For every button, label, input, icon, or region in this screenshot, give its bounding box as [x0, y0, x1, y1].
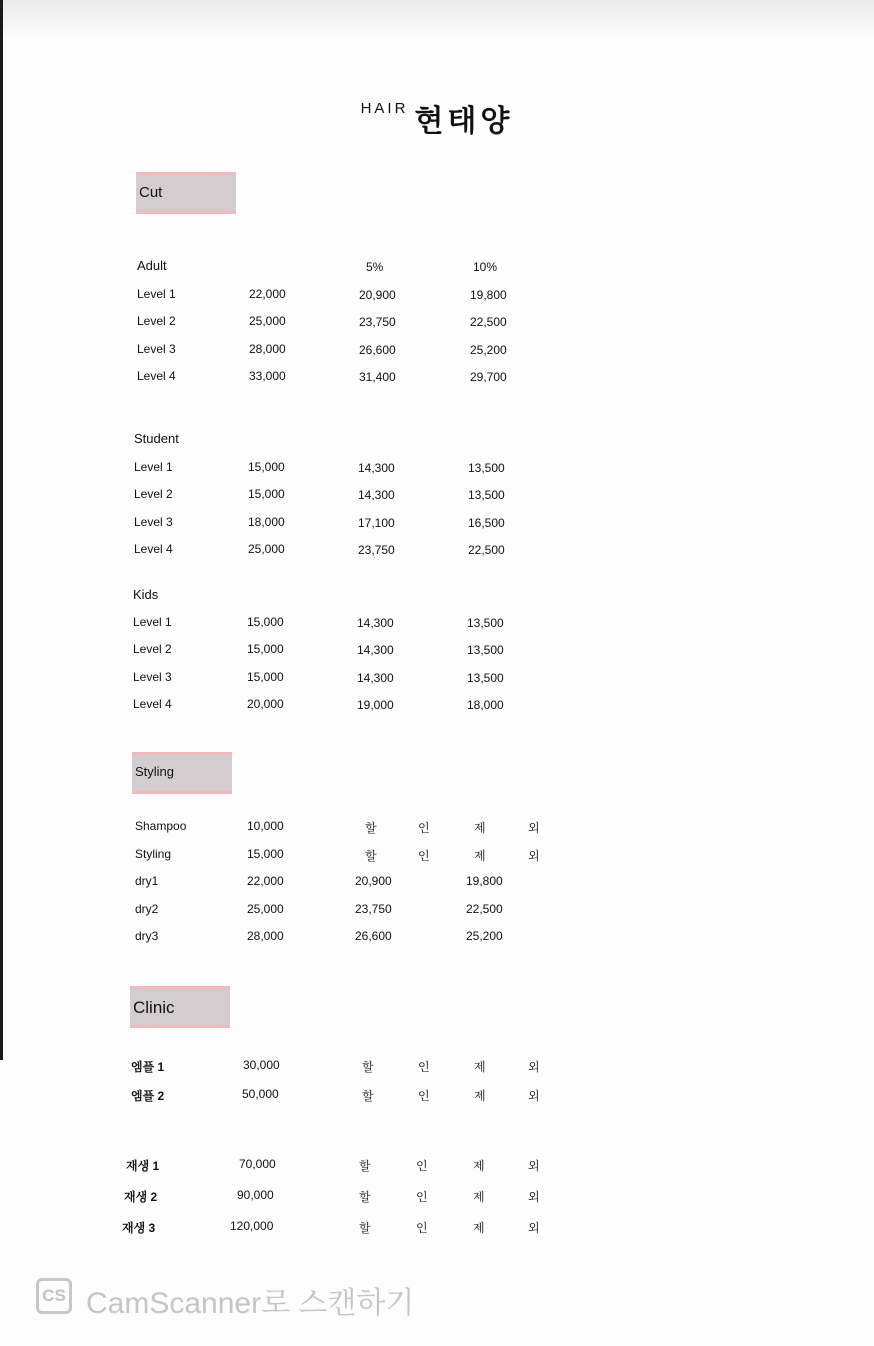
styling-row-3-col-0: dry2 — [135, 901, 159, 916]
styling-row-0-col-2: 할 — [365, 821, 377, 835]
clinic-row-1-col-2: 할 — [362, 1089, 374, 1103]
adult-price-5pct: 23,750 — [359, 315, 396, 330]
clinic-row-3-col-4: 제 — [473, 1190, 485, 1204]
styling-row-1-col-1: 15,000 — [247, 846, 284, 861]
styling-row-4-col-1: 28,000 — [247, 929, 284, 943]
clinic-row-3-col-3: 인 — [416, 1190, 428, 1204]
styling-row-0-col-3: 인 — [418, 821, 430, 835]
kids-base-price: 20,000 — [247, 696, 284, 711]
clinic-row-2-col-2: 할 — [359, 1159, 371, 1173]
clinic-row-4-col-2: 할 — [359, 1221, 371, 1235]
student-base-price: 18,000 — [248, 514, 285, 529]
student-level-label: Level 3 — [134, 514, 173, 529]
clinic-row-3-col-0: 재생 2 — [124, 1190, 158, 1204]
styling-row-4-col-2: 26,600 — [355, 929, 392, 943]
styling-row-4-col-4: 25,200 — [466, 929, 503, 943]
clinic-row-0-col-0: 엠플 1 — [131, 1060, 165, 1074]
styling-row-0-col-4: 제 — [474, 821, 486, 835]
student-base-price: 15,000 — [248, 460, 285, 474]
group-label-student: Student — [134, 431, 179, 446]
styling-row-2-col-0: dry1 — [135, 874, 159, 888]
student-level-label: Level 2 — [134, 487, 173, 502]
clinic-row-3-col-1: 90,000 — [237, 1188, 274, 1202]
adult-price-5pct: 31,400 — [359, 369, 396, 384]
clinic-row-0-col-3: 인 — [418, 1060, 430, 1074]
camscanner-watermark: CamScanner로 스캔하기 — [86, 1287, 415, 1320]
clinic-row-4-col-5: 외 — [528, 1221, 540, 1235]
adult-price-5pct: 20,900 — [359, 288, 396, 302]
scan-left-edge — [0, 0, 3, 1060]
student-price-5pct: 17,100 — [358, 515, 395, 530]
adult-price-5pct: 26,600 — [359, 342, 396, 357]
clinic-row-3-col-5: 외 — [528, 1190, 540, 1204]
group-label-kids: Kids — [133, 587, 159, 602]
kids-price-10pct: 13,500 — [467, 643, 504, 658]
adult-price-10pct: 25,200 — [470, 342, 507, 357]
clinic-row-3-col-2: 할 — [359, 1190, 371, 1204]
student-level-label: Level 1 — [134, 460, 173, 474]
student-base-price: 25,000 — [248, 541, 285, 556]
camscanner-logo: CS — [36, 1278, 72, 1314]
kids-base-price: 15,000 — [247, 642, 284, 657]
student-level-label: Level 4 — [134, 541, 173, 556]
styling-row-3-col-4: 22,500 — [466, 901, 503, 916]
styling-row-1-col-2: 할 — [365, 848, 377, 863]
styling-row-4-col-0: dry3 — [135, 929, 159, 943]
adult-level-label: Level 2 — [137, 314, 176, 329]
clinic-row-2-col-4: 제 — [473, 1159, 485, 1173]
kids-price-5pct: 14,300 — [357, 670, 394, 685]
kids-level-label: Level 1 — [133, 615, 172, 629]
adult-level-label: Level 3 — [137, 341, 176, 356]
adult-base-price: 28,000 — [249, 341, 286, 356]
styling-row-0-col-5: 외 — [528, 821, 540, 835]
adult-base-price: 22,000 — [249, 287, 286, 301]
clinic-row-2-col-0: 재생 1 — [126, 1159, 160, 1173]
student-price-5pct: 14,300 — [358, 488, 395, 503]
adult-level-label: Level 1 — [137, 287, 176, 301]
section-clinic-label: Clinic — [130, 986, 230, 1028]
styling-row-0-col-1: 10,000 — [247, 819, 284, 833]
styling-row-1-col-3: 인 — [418, 848, 430, 863]
styling-row-0-col-0: Shampoo — [135, 819, 187, 833]
kids-base-price: 15,000 — [247, 615, 284, 629]
student-price-10pct: 16,500 — [468, 515, 505, 530]
styling-row-1-col-0: Styling — [135, 846, 172, 861]
styling-row-2-col-4: 19,800 — [466, 874, 503, 888]
clinic-row-0-col-4: 제 — [474, 1060, 486, 1074]
kids-price-5pct: 14,300 — [357, 643, 394, 658]
adult-base-price: 25,000 — [249, 314, 286, 329]
discount-5-header: 5% — [366, 260, 384, 274]
clinic-row-2-col-3: 인 — [416, 1159, 428, 1173]
styling-row-1-col-4: 제 — [474, 848, 486, 863]
title-name: 현태양 — [414, 105, 514, 138]
clinic-row-1-col-4: 제 — [474, 1089, 486, 1103]
kids-level-label: Level 3 — [133, 669, 172, 684]
styling-row-1-col-5: 외 — [528, 848, 540, 863]
clinic-row-4-col-0: 재생 3 — [122, 1221, 156, 1235]
section-cut-label: Cut — [136, 172, 236, 214]
student-price-10pct: 22,500 — [468, 542, 505, 557]
kids-price-10pct: 18,000 — [467, 697, 504, 712]
clinic-row-0-col-1: 30,000 — [243, 1058, 280, 1072]
kids-level-label: Level 2 — [133, 642, 172, 657]
clinic-row-1-col-0: 엠플 2 — [131, 1089, 165, 1103]
student-price-10pct: 13,500 — [468, 461, 505, 475]
styling-row-2-col-1: 22,000 — [247, 874, 284, 888]
adult-price-10pct: 29,700 — [470, 369, 507, 384]
clinic-row-4-col-4: 제 — [473, 1221, 485, 1235]
kids-price-5pct: 19,000 — [357, 697, 394, 712]
kids-price-10pct: 13,500 — [467, 670, 504, 685]
kids-price-5pct: 14,300 — [357, 616, 394, 630]
clinic-row-1-col-3: 인 — [418, 1089, 430, 1103]
clinic-row-1-col-5: 외 — [528, 1089, 540, 1103]
kids-price-10pct: 13,500 — [467, 616, 504, 630]
clinic-row-4-col-1: 120,000 — [230, 1219, 274, 1233]
adult-base-price: 33,000 — [249, 368, 286, 383]
clinic-row-1-col-1: 50,000 — [242, 1087, 279, 1101]
clinic-row-2-col-1: 70,000 — [239, 1157, 276, 1171]
page-title — [0, 96, 874, 140]
clinic-row-4-col-3: 인 — [416, 1221, 428, 1235]
styling-row-3-col-2: 23,750 — [355, 901, 392, 916]
student-base-price: 15,000 — [248, 487, 285, 502]
clinic-row-0-col-2: 할 — [362, 1060, 374, 1074]
scan-top-shadow — [0, 0, 874, 40]
title-prefix: HAIR — [360, 100, 409, 117]
section-styling-label: Styling — [132, 752, 232, 794]
clinic-row-0-col-5: 외 — [528, 1060, 540, 1074]
kids-level-label: Level 4 — [133, 696, 172, 711]
styling-row-2-col-2: 20,900 — [355, 874, 392, 888]
student-price-5pct: 14,300 — [358, 461, 395, 475]
adult-price-10pct: 19,800 — [470, 288, 507, 302]
student-price-5pct: 23,750 — [358, 542, 395, 557]
styling-row-3-col-1: 25,000 — [247, 901, 284, 916]
group-label-adult: Adult — [137, 258, 167, 273]
clinic-row-2-col-5: 외 — [528, 1159, 540, 1173]
kids-base-price: 15,000 — [247, 669, 284, 684]
adult-level-label: Level 4 — [137, 368, 176, 383]
student-price-10pct: 13,500 — [468, 488, 505, 503]
discount-10-header: 10% — [473, 260, 498, 274]
adult-price-10pct: 22,500 — [470, 315, 507, 330]
